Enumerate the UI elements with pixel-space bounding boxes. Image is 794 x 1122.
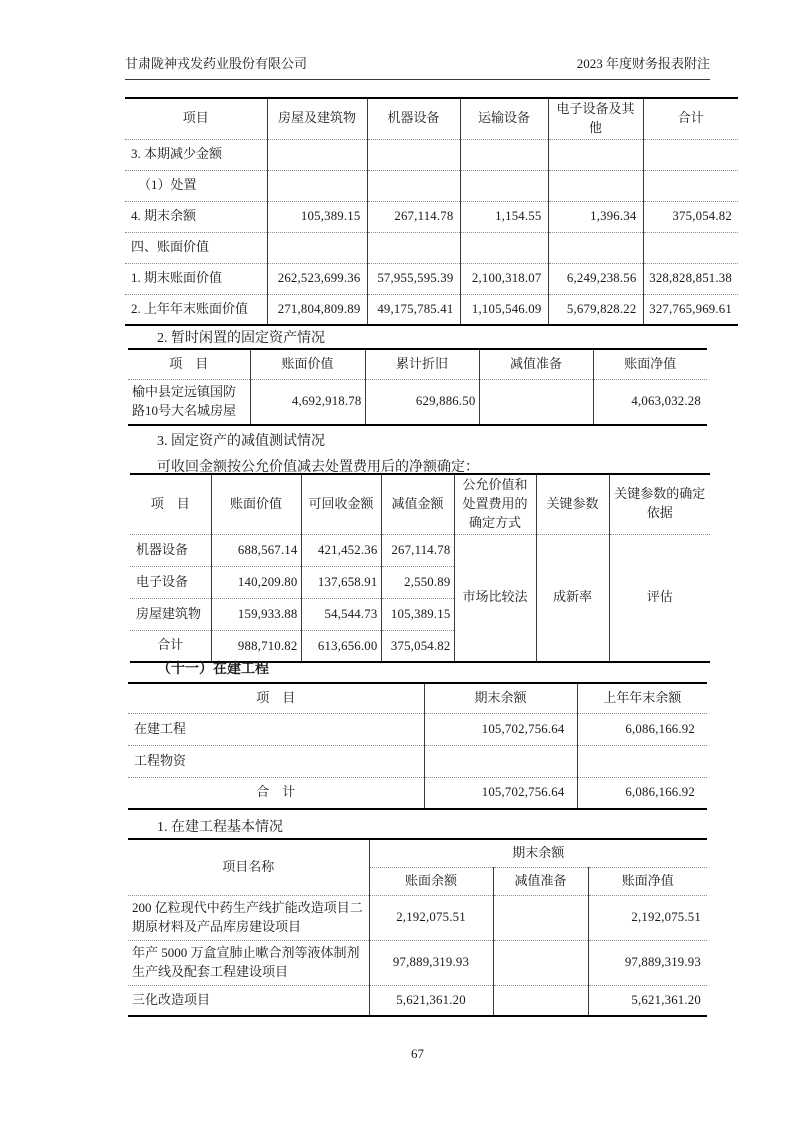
row-label: 电子设备	[130, 566, 211, 598]
column-header: 期末余额	[424, 683, 577, 713]
construction-in-progress-table	[128, 682, 707, 810]
row-label: 2. 上年年末账面价值	[125, 294, 267, 325]
page-header	[125, 53, 710, 80]
row-label: （1）处置	[125, 170, 267, 201]
cell	[367, 232, 460, 263]
row-label: 年产 5000 万盒宣肺止嗽合剂等液体制剂生产线及配套工程建设项目	[128, 940, 369, 985]
cell	[460, 232, 548, 263]
table-row	[125, 170, 738, 201]
cell: 4,692,918.78	[250, 379, 365, 425]
column-header: 账面净值	[588, 867, 707, 895]
cell	[460, 139, 548, 170]
column-header: 项目名称	[128, 839, 369, 895]
cip-basic-info-table	[128, 838, 707, 1017]
section-title-cip-basic: 1. 在建工程基本情况	[157, 820, 283, 835]
column-header: 机器设备	[367, 98, 460, 139]
cell: 97,889,319.93	[369, 940, 493, 985]
document-title: 2023 年度财务报表附注	[576, 56, 710, 71]
table-header-row	[125, 98, 738, 139]
cell	[643, 170, 738, 201]
column-header: 项 目	[128, 349, 250, 379]
cell	[643, 139, 738, 170]
column-header: 项 目	[128, 683, 424, 713]
cell: 267,114.78	[381, 534, 454, 566]
column-header: 累计折旧	[365, 349, 479, 379]
cell	[424, 745, 577, 777]
cell	[548, 232, 643, 263]
group-header: 期末余额	[369, 839, 707, 867]
cell: 5,621,361.20	[369, 985, 493, 1016]
row-label: 200 亿粒现代中药生产线扩能改造项目二期原材料及产品库房建设项目	[128, 895, 369, 940]
table-row	[125, 294, 738, 325]
cell: 271,804,809.89	[267, 294, 367, 325]
impairment-note: 可收回金额按公允价值减去处置费用后的净额确定：	[157, 460, 479, 475]
cell	[479, 379, 593, 425]
cell: 105,702,756.64	[424, 713, 577, 745]
column-header: 账面价值	[250, 349, 365, 379]
column-header: 房屋及建筑物	[267, 98, 367, 139]
column-header: 运输设备	[460, 98, 548, 139]
merged-cell-basis: 评估	[609, 534, 710, 662]
cell: 267,114.78	[367, 201, 460, 232]
table-row	[125, 201, 738, 232]
cell: 1,154.55	[460, 201, 548, 232]
cell: 262,523,699.36	[267, 263, 367, 294]
table-row	[125, 232, 738, 263]
column-header: 减值金额	[381, 474, 454, 534]
column-header: 减值准备	[493, 867, 588, 895]
table-row	[128, 940, 707, 985]
table-row	[125, 139, 738, 170]
cell: 1,396.34	[548, 201, 643, 232]
cell: 421,452.36	[301, 534, 381, 566]
cell: 105,389.15	[381, 598, 454, 630]
table-row	[130, 534, 710, 566]
column-header: 公允价值和处置费用的确定方式	[454, 474, 536, 534]
table-header-row	[128, 839, 707, 867]
fixed-assets-continued-table	[125, 97, 738, 326]
cell	[577, 745, 707, 777]
cell	[548, 139, 643, 170]
row-label: 合 计	[128, 777, 424, 809]
cell: 97,889,319.93	[588, 940, 707, 985]
table-row	[128, 895, 707, 940]
table-row	[128, 379, 707, 425]
row-label: 榆中县定远镇国防路10号大名城房屋	[128, 379, 250, 425]
impairment-test-table	[130, 473, 710, 663]
cell: 629,886.50	[365, 379, 479, 425]
cell: 327,765,969.61	[643, 294, 738, 325]
cell: 375,054.82	[643, 201, 738, 232]
column-header: 合计	[643, 98, 738, 139]
table-row	[125, 263, 738, 294]
cell: 2,192,075.51	[369, 895, 493, 940]
cell: 688,567.14	[211, 534, 301, 566]
cell: 2,192,075.51	[588, 895, 707, 940]
cell: 2,100,318.07	[460, 263, 548, 294]
column-header: 账面净值	[593, 349, 707, 379]
table-row	[128, 985, 707, 1016]
cell	[367, 139, 460, 170]
cell: 1,105,546.09	[460, 294, 548, 325]
cell: 105,702,756.64	[424, 777, 577, 809]
cell	[267, 139, 367, 170]
column-header: 可回收金额	[301, 474, 381, 534]
row-label: 3. 本期减少金额	[125, 139, 267, 170]
cell: 4,063,032.28	[593, 379, 707, 425]
section-title-idle-assets: 2. 暂时闲置的固定资产情况	[157, 331, 325, 346]
section-title-cip: （十一）在建工程	[157, 662, 269, 677]
column-header: 电子设备及其他	[548, 98, 643, 139]
cell	[493, 895, 588, 940]
column-header: 关键参数	[536, 474, 609, 534]
table-header-row	[128, 349, 707, 379]
cell	[643, 232, 738, 263]
column-header: 项 目	[130, 474, 211, 534]
table-row	[128, 777, 707, 809]
cell: 5,679,828.22	[548, 294, 643, 325]
row-label: 房屋建筑物	[130, 598, 211, 630]
company-name: 甘肃陇神戎发药业股份有限公司	[125, 56, 308, 71]
cell: 613,656.00	[301, 630, 381, 662]
column-header: 关键参数的确定依据	[609, 474, 710, 534]
cell: 54,544.73	[301, 598, 381, 630]
column-header: 减值准备	[479, 349, 593, 379]
cell: 2,550.89	[381, 566, 454, 598]
merged-cell-method: 市场比较法	[454, 534, 536, 662]
cell: 6,249,238.56	[548, 263, 643, 294]
column-header: 上年年末余额	[577, 683, 707, 713]
cell: 6,086,166.92	[577, 777, 707, 809]
cell	[548, 170, 643, 201]
cell	[367, 170, 460, 201]
cell: 6,086,166.92	[577, 713, 707, 745]
cell: 57,955,595.39	[367, 263, 460, 294]
page-number: 67	[411, 1046, 424, 1061]
cell: 105,389.15	[267, 201, 367, 232]
row-label: 在建工程	[128, 713, 424, 745]
cell: 49,175,785.41	[367, 294, 460, 325]
column-header: 账面余额	[369, 867, 493, 895]
table-row	[128, 713, 707, 745]
row-label: 1. 期末账面价值	[125, 263, 267, 294]
row-label: 合计	[130, 630, 211, 662]
cell: 328,828,851.38	[643, 263, 738, 294]
column-header: 项目	[125, 98, 267, 139]
row-label: 四、账面价值	[125, 232, 267, 263]
cell: 159,933.88	[211, 598, 301, 630]
idle-fixed-assets-table	[128, 348, 707, 426]
cell	[493, 940, 588, 985]
cell: 140,209.80	[211, 566, 301, 598]
cell: 988,710.82	[211, 630, 301, 662]
cell: 375,054.82	[381, 630, 454, 662]
column-header: 账面价值	[211, 474, 301, 534]
section-title-impairment: 3. 固定资产的减值测试情况	[157, 434, 325, 449]
table-header-row	[128, 683, 707, 713]
table-header-row	[130, 474, 710, 534]
merged-cell-key-param: 成新率	[536, 534, 609, 662]
row-label: 4. 期末余额	[125, 201, 267, 232]
cell: 137,658.91	[301, 566, 381, 598]
table-row	[128, 745, 707, 777]
cell	[460, 170, 548, 201]
row-label: 机器设备	[130, 534, 211, 566]
cell	[267, 170, 367, 201]
row-label: 三化改造项目	[128, 985, 369, 1016]
cell	[267, 232, 367, 263]
row-label: 工程物资	[128, 745, 424, 777]
cell: 5,621,361.20	[588, 985, 707, 1016]
cell	[493, 985, 588, 1016]
